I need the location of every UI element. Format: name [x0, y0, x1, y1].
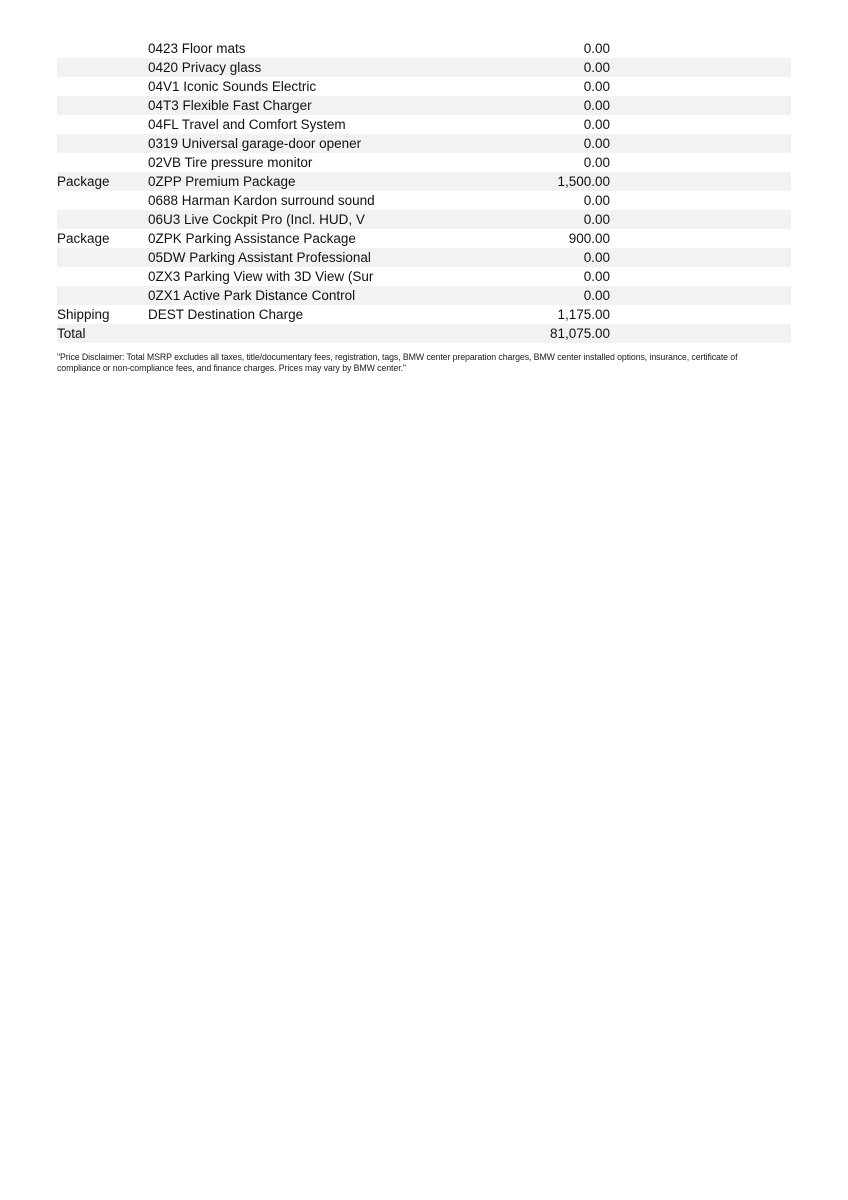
row-description-cell: 04T3 Flexible Fast Charger	[148, 98, 312, 113]
row-filler-cell	[610, 305, 791, 324]
options-table-body	[57, 39, 791, 343]
row-price-cell: 0.00	[583, 193, 610, 208]
row-price-cell: 0.00	[583, 41, 610, 56]
row-category-cell	[57, 77, 148, 96]
row-category-cell: Shipping	[57, 307, 110, 322]
row-category-cell	[57, 115, 148, 134]
row-description-cell: 05DW Parking Assistant Professional	[148, 250, 371, 265]
row-description-cell: 0ZX3 Parking View with 3D View (Sur	[148, 269, 374, 284]
row-category-cell	[57, 210, 148, 229]
row-filler-cell	[610, 172, 791, 191]
row-price-cell: 0.00	[583, 212, 610, 227]
table-row	[57, 96, 791, 115]
table-row	[57, 191, 791, 210]
row-filler-cell	[610, 115, 791, 134]
row-filler-cell	[610, 267, 791, 286]
table-row	[57, 39, 791, 58]
table-row	[57, 229, 791, 248]
row-category-cell	[57, 96, 148, 115]
vehicle-options-price-table	[57, 39, 791, 343]
row-price-cell: 0.00	[583, 269, 610, 284]
row-filler-cell	[610, 96, 791, 115]
row-filler-cell	[610, 134, 791, 153]
row-price-cell: 0.00	[583, 136, 610, 151]
table-row	[57, 115, 791, 134]
row-price-cell: 0.00	[583, 117, 610, 132]
table-row	[57, 305, 791, 324]
row-category-cell	[57, 58, 148, 77]
table-row	[57, 77, 791, 96]
row-description-cell: 0319 Universal garage-door opener	[148, 136, 362, 151]
row-price-cell: 0.00	[583, 155, 610, 170]
row-category-cell	[57, 134, 148, 153]
row-description-cell: 0420 Privacy glass	[148, 60, 262, 75]
table-row	[57, 58, 791, 77]
row-filler-cell	[610, 77, 791, 96]
row-filler-cell	[610, 324, 791, 343]
row-filler-cell	[610, 58, 791, 77]
table-row	[57, 324, 791, 343]
row-price-cell: 900.00	[568, 231, 610, 246]
row-price-cell: 1,175.00	[557, 307, 610, 322]
row-description-cell: 04FL Travel and Comfort System	[148, 117, 346, 132]
row-category-cell: Package	[57, 174, 110, 189]
row-category-cell	[57, 286, 148, 305]
table-row	[57, 134, 791, 153]
row-description-cell: 02VB Tire pressure monitor	[148, 155, 313, 170]
row-description-cell: 06U3 Live Cockpit Pro (Incl. HUD, V	[148, 212, 365, 227]
row-price-cell: 81,075.00	[549, 326, 610, 341]
row-description-cell	[148, 324, 468, 343]
row-category-cell	[57, 248, 148, 267]
table-row	[57, 267, 791, 286]
price-disclaimer-text: "Price Disclaimer: Total MSRP excludes all taxes, title/documentary fees, registration, tags, BMW center preparation charges, BMW center installed options, insurance, certificate of compliance or non-compliance fees, and finance charges. Prices may vary by BMW center."	[57, 352, 738, 373]
row-description-cell: 04V1 Iconic Sounds Electric	[148, 79, 317, 94]
row-price-cell: 0.00	[583, 60, 610, 75]
row-description-cell: 0423 Floor mats	[148, 41, 246, 56]
row-description-cell: DEST Destination Charge	[148, 307, 304, 322]
row-category-cell: Total	[57, 326, 86, 341]
row-description-cell: 0ZPK Parking Assistance Package	[148, 231, 356, 246]
table-row	[57, 172, 791, 191]
table-row	[57, 153, 791, 172]
row-description-cell: 0ZPP Premium Package	[148, 174, 296, 189]
row-price-cell: 0.00	[583, 98, 610, 113]
table-row	[57, 286, 791, 305]
row-filler-cell	[610, 153, 791, 172]
row-price-cell: 0.00	[583, 288, 610, 303]
row-category-cell: Package	[57, 231, 110, 246]
row-description-cell: 0688 Harman Kardon surround sound	[148, 193, 375, 208]
row-price-cell: 1,500.00	[557, 174, 610, 189]
row-price-cell: 0.00	[583, 250, 610, 265]
row-category-cell	[57, 191, 148, 210]
row-filler-cell	[610, 248, 791, 267]
row-price-cell: 0.00	[583, 79, 610, 94]
row-filler-cell	[610, 229, 791, 248]
row-category-cell	[57, 153, 148, 172]
row-filler-cell	[610, 210, 791, 229]
row-category-cell	[57, 267, 148, 286]
table-row	[57, 248, 791, 267]
row-filler-cell	[610, 39, 791, 58]
row-filler-cell	[610, 286, 791, 305]
table-row	[57, 210, 791, 229]
row-category-cell	[57, 39, 148, 58]
row-filler-cell	[610, 191, 791, 210]
row-description-cell: 0ZX1 Active Park Distance Control	[148, 288, 356, 303]
